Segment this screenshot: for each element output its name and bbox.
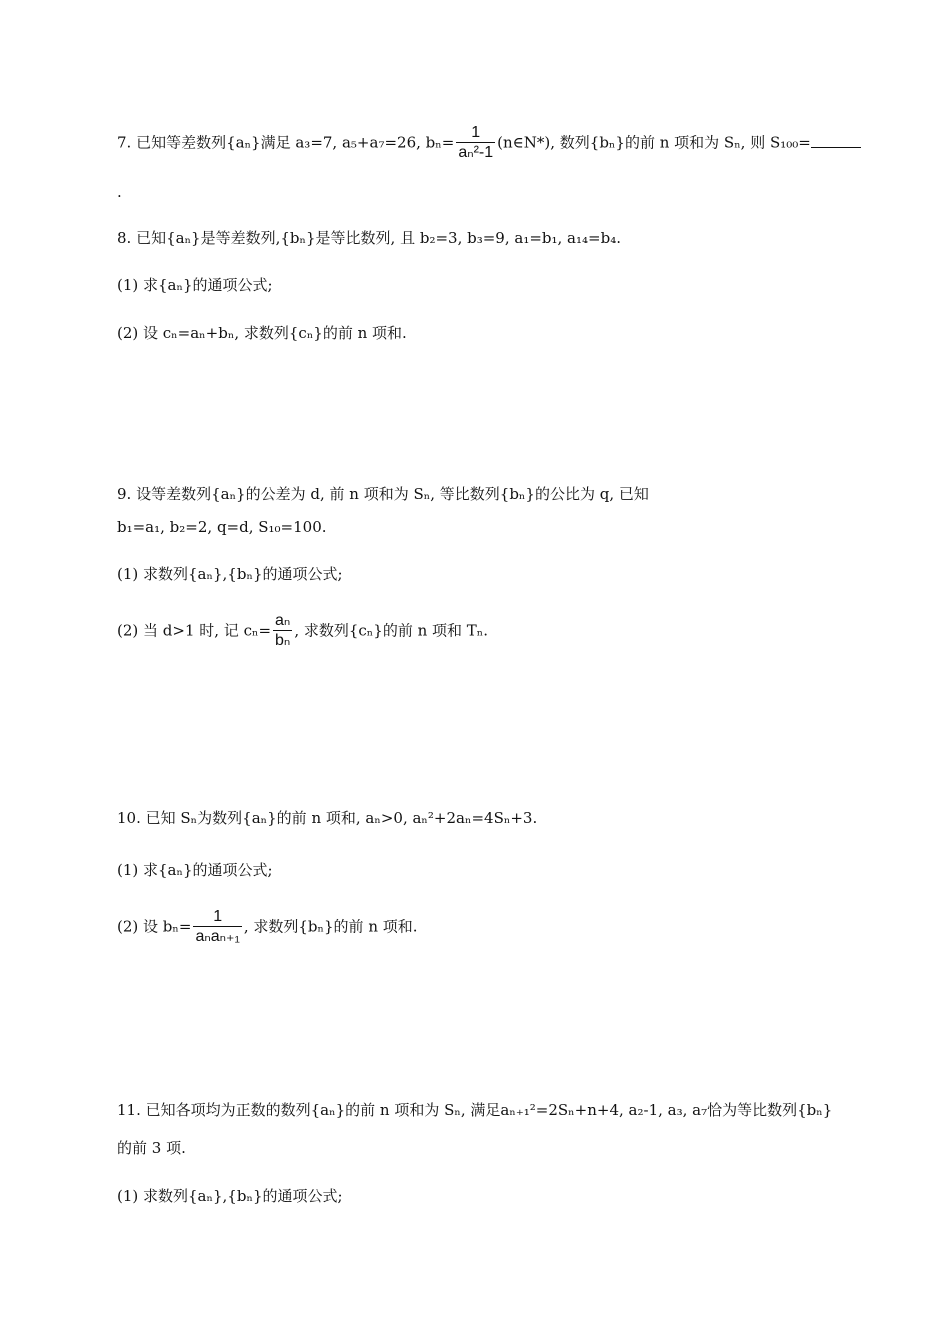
q10-frac-denominator: aₙaₙ₊₁	[195, 928, 240, 945]
question-7-line2: .	[117, 183, 122, 201]
q9-part2-pre: (2) 当 d>1 时, 记 cₙ=	[117, 621, 272, 640]
question-9-stem-line1: 9. 设等差数列{aₙ}的公差为 d, 前 n 项和为 Sₙ, 等比数列{bₙ}的公比为 q, 已知	[117, 485, 649, 503]
q7-text-pre: 7. 已知等差数列{aₙ}满足 a₃=7, a₅+a₇=26, bₙ=	[117, 133, 455, 152]
q10-fraction	[193, 908, 241, 947]
question-7-line1	[117, 124, 861, 163]
q7-frac-numerator: 1	[471, 124, 481, 141]
question-8-stem: 8. 已知{aₙ}是等差数列,{bₙ}是等比数列, 且 b₂=3, b₃=9, a₁=b₁, a₁₄=b₄.	[117, 229, 621, 247]
q7-text-post: (n∈N*), 数列{bₙ}的前 n 项和为 Sₙ, 则 S₁₀₀=	[497, 133, 811, 152]
q9-part2-post: , 求数列{cₙ}的前 n 项和 Tₙ.	[294, 621, 489, 640]
question-9-part1: (1) 求数列{aₙ},{bₙ}的通项公式;	[117, 565, 343, 583]
answer-blank[interactable]	[811, 133, 861, 148]
q7-fraction	[456, 124, 495, 163]
question-9-part2	[117, 612, 488, 651]
q9-fraction	[273, 612, 292, 651]
question-10-part1: (1) 求{aₙ}的通项公式;	[117, 861, 273, 879]
q10-part2-post: , 求数列{bₙ}的前 n 项和.	[243, 917, 418, 936]
question-11-stem-line2: 的前 3 项.	[117, 1139, 186, 1157]
q10-frac-numerator: 1	[213, 908, 223, 925]
question-10-stem: 10. 已知 Sₙ为数列{aₙ}的前 n 项和, aₙ>0, aₙ²+2aₙ=4Sₙ+3.	[117, 809, 538, 827]
question-8-part1: (1) 求{aₙ}的通项公式;	[117, 276, 273, 294]
question-11-part1: (1) 求数列{aₙ},{bₙ}的通项公式;	[117, 1187, 343, 1205]
question-9-stem-line2: b₁=a₁, b₂=2, q=d, S₁₀=100.	[117, 518, 327, 536]
q9-frac-denominator: bₙ	[275, 632, 291, 649]
question-10-part2	[117, 908, 418, 947]
q9-frac-numerator: aₙ	[275, 612, 291, 629]
question-11-stem-line1: 11. 已知各项均为正数的数列{aₙ}的前 n 项和为 Sₙ, 满足aₙ₊₁²=2Sₙ+n+4, a₂-1, a₃, a₇恰为等比数列{bₙ}	[117, 1101, 833, 1119]
q10-part2-pre: (2) 设 bₙ=	[117, 917, 192, 936]
q7-frac-denominator: aₙ²-1	[458, 144, 494, 161]
question-8-part2: (2) 设 cₙ=aₙ+bₙ, 求数列{cₙ}的前 n 项和.	[117, 324, 407, 342]
